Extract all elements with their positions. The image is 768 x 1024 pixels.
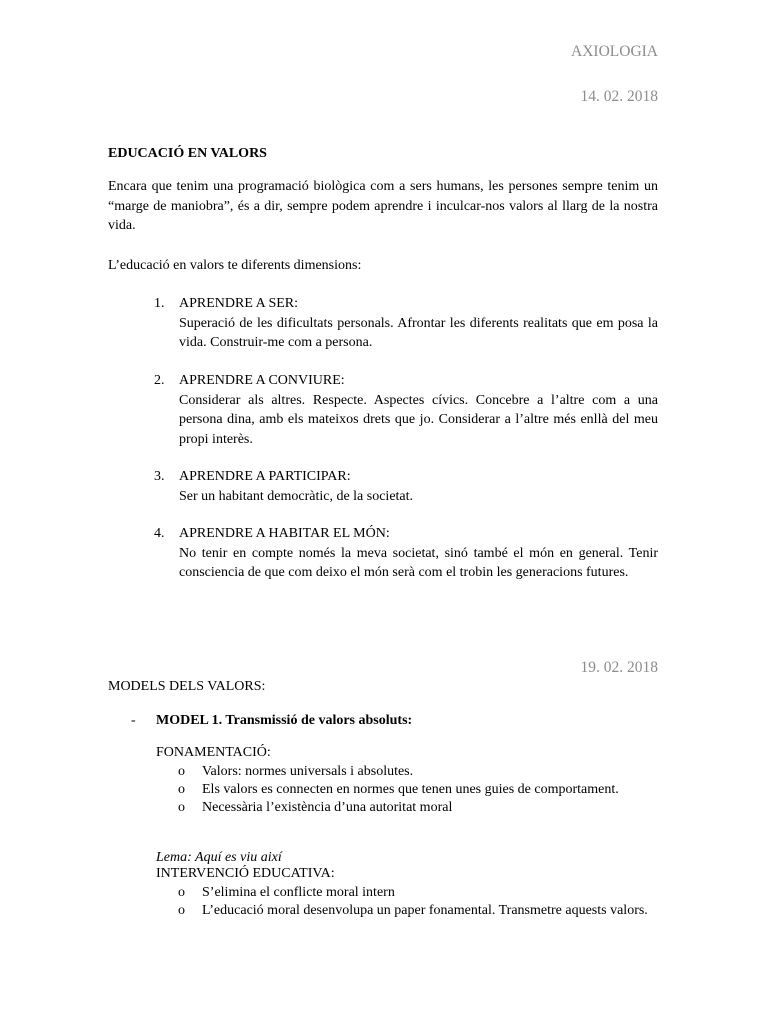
bullet-marker: o [178,885,185,900]
list-number: 4. [154,526,165,541]
list-item [178,781,658,799]
date-header-2: 19. 02. 2018 [580,659,658,676]
bullet-marker: o [178,800,185,815]
list-item [154,371,658,449]
model-title: MODEL 1. Transmissió de valors absoluts: [156,713,413,728]
list-item-text: S’elimina el conflicte moral intern [202,885,395,900]
list-item-heading: APRENDRE A PARTICIPAR: [179,469,351,484]
list-item [178,884,658,902]
list-item [154,524,658,583]
date-header-1: 14. 02. 2018 [580,88,658,105]
section-title: EDUCACIÓ EN VALORS [108,146,267,161]
intervencio-label: INTERVENCIÓ EDUCATIVA: [156,866,335,881]
dash-bullet: - [131,713,136,728]
list-item-body: Superació de les dificultats personals. Afrontar les diferents realitats que em posa la vida. Construir-me com a persona. [179,315,658,350]
fonamentacio-list [178,763,658,817]
list-item-heading: APRENDRE A HABITAR EL MÓN: [179,526,390,541]
list-item-body: No tenir en compte només la meva societat, sinó també el món en general. Tenir consciencia de que com deixo el món serà com el trobin les generacions futures. [179,545,658,580]
list-item-text: Valors: normes universals i absolutes. [202,764,414,779]
models-title: MODELS DELS VALORS: [108,679,266,694]
bullet-marker: o [178,764,185,779]
list-item [178,763,658,781]
list-item [154,467,658,506]
list-number: 2. [154,373,165,388]
list-item-text: Els valors es connecten en normes que tenen unes guies de comportament. [202,782,619,797]
list-number: 1. [154,296,165,311]
intro-paragraph: Encara que tenim una programació biològica com a sers humans, les persones sempre tenim un “marge de maniobra”, és a dir, sempre podem aprendre i inculcar-nos valors al llarg de la nostra vida. [108,179,658,233]
list-item-text: Necessària l’existència d’una autoritat moral [202,800,453,815]
list-number: 3. [154,469,165,484]
lema-text: Lema: Aquí es viu així [156,850,282,865]
dimensions-intro: L’educació en valors te diferents dimensions: [108,258,362,273]
bullet-marker: o [178,903,185,918]
list-item [154,294,658,353]
list-item-body: Ser un habitant democràtic, de la societat. [179,488,414,504]
subject-header: AXIOLOGIA [571,43,658,60]
intervencio-list [178,884,658,920]
list-item-heading: APRENDRE A SER: [179,296,299,311]
list-item [178,902,658,920]
list-item-body: Considerar als altres. Respecte. Aspectes cívics. Concebre a l’altre com a una persona dina, amb els mateixos drets que jo. Considerar a l’altre més enllà del meu propi interès. [179,392,658,447]
list-item-heading: APRENDRE A CONVIURE: [179,373,345,388]
list-item-text: L’educació moral desenvolupa un paper fonamental. Transmetre aquests valors. [202,903,648,918]
fonamentacio-label: FONAMENTACIÓ: [156,745,271,760]
bullet-marker: o [178,782,185,797]
list-item [178,799,658,817]
